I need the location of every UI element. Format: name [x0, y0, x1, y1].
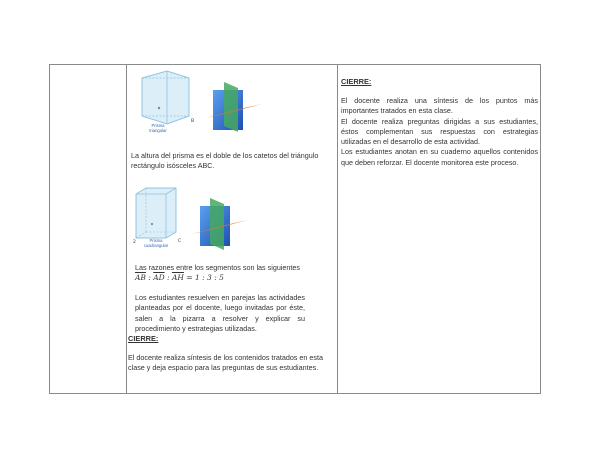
- rectangular-prism-figure: [132, 186, 187, 244]
- cierre-text-left: El docente realiza síntesis de los contenidos tratados en esta clase y deja espacio para las preguntas de sus estudiantes.: [128, 353, 323, 373]
- prism-height-text: La altura del prisma es el doble de los catetos del triángulo rectángulo isósceles ABC.: [131, 151, 319, 171]
- ratio-intro: Las razones entre los segmentos son las siguientes: [135, 263, 301, 272]
- ratio-expression: $\overline{AB}$ : $\overline{AD}$ : $\overline{AH} = 1$ : 3 : 5: [135, 273, 224, 282]
- pairs-activity-text: Los estudiantes resuelven en parejas las actividades planteadas por el docente, luego invitadas por éste, salen a la pizarra a resolver y explicar su procedimiento y estrategias utilizadas.: [135, 293, 305, 333]
- cierre-heading-right: CIERRE:: [341, 77, 372, 86]
- vertex-label: B: [191, 119, 195, 124]
- segment-ah: $\overline{AH}$: [171, 273, 184, 282]
- cierre-text-right: El docente realiza una síntesis de los puntos más importantes tratados en esta clase. El docente realiza preguntas dirigidas a sus estudiantes, éstos complementan sus respuestas con estrategias utilizadas en el desarrollo de esta actividad. Los estudiantes anotan en su cuaderno aquellos contenidos que deben reforzar. El docente monitorea este proceso.: [341, 96, 538, 167]
- vertex-label-2: 2: [133, 240, 136, 244]
- rectangular-prism-caption: Prisma cuadrangular: [143, 238, 169, 248]
- column-divider-1: [126, 65, 127, 393]
- vertex-label-c: C: [178, 239, 182, 244]
- intersecting-planes-figure: [204, 80, 266, 138]
- segment-ad: $\overline{AD}$: [153, 273, 165, 282]
- column-divider-2: [337, 65, 338, 393]
- triangular-prism-caption: Prisma triangular: [149, 123, 167, 133]
- segment-ab: $\overline{AB}$: [135, 273, 146, 282]
- ratio-values: = 1 : 3 : 5: [183, 273, 224, 282]
- intersecting-planes-figure-2: [190, 196, 252, 254]
- cierre-heading-left: CIERRE:: [128, 334, 159, 343]
